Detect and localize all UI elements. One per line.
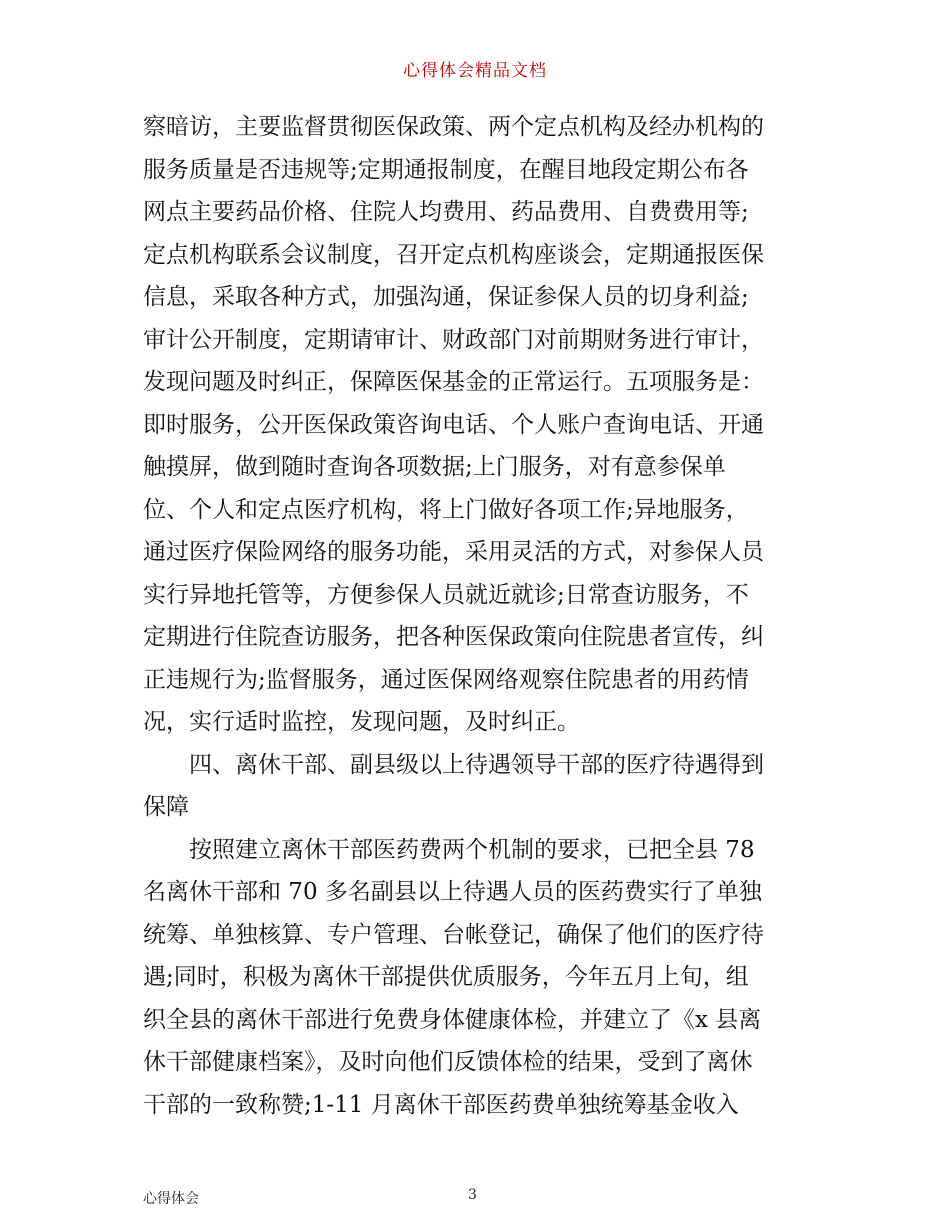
body-line: 通过医疗保险网络的服务功能，采用灵活的方式，对参保人员 xyxy=(143,539,764,565)
body-line: 统筹、单独核算、专户管理、台帐登记，确保了他们的医疗待 xyxy=(143,921,764,948)
body-line: 即时服务，公开医保政策咨询电话、个人账户查询电话、开通 xyxy=(143,411,764,438)
body-line: 位、个人和定点医疗机构，将上门做好各项工作;异地服务， xyxy=(143,496,749,523)
body-line: 发现问题及时纠正，保障医保基金的正常运行。五项服务是： xyxy=(143,369,764,395)
body-line: 服务质量是否违规等;定期通报制度，在醒目地段定期公布各 xyxy=(143,156,749,183)
document-body xyxy=(143,106,815,1126)
body-line: 况，实行适时监控，发现问题，及时纠正。 xyxy=(143,709,580,735)
body-line: 织全县的离休干部进行免费身体健康体检，并建立了《x 县离 xyxy=(143,1006,762,1033)
body-line: 干部的一致称赞;1-11 月离休干部医药费单独统筹基金收入 xyxy=(143,1091,739,1118)
document-header-title: 心得体会精品文档 xyxy=(403,61,547,81)
body-line: 察暗访，主要监督贯彻医保政策、两个定点机构及经办机构的 xyxy=(143,114,764,140)
body-line: 定期进行住院查访服务，把各种医保政策向住院患者宣传，纠 xyxy=(143,624,764,650)
body-line: 定点机构联系会议制度，召开定点机构座谈会，定期通报医保 xyxy=(143,241,764,268)
body-line: 审计公开制度，定期请审计、财政部门对前期财务进行审计， xyxy=(143,326,764,353)
footer-label: 心得体会 xyxy=(143,1191,199,1207)
body-line: 休干部健康档案》，及时向他们反馈体检的结果，受到了离休 xyxy=(143,1049,753,1075)
body-line: 实行异地托管等，方便参保人员就近就诊;日常查访服务，不 xyxy=(143,581,749,608)
body-line: 名离休干部和 70 多名副县以上待遇人员的医药费实行了单独 xyxy=(143,879,762,905)
paragraph-first-line: 按照建立离休干部医药费两个机制的要求，已把全县 78 xyxy=(189,836,755,863)
body-line: 网点主要药品价格、住院人均费用、药品费用、自费费用等; xyxy=(143,199,749,225)
section-heading-continued: 保障 xyxy=(143,794,189,820)
section-heading: 四、离休干部、副县级以上待遇领导干部的医疗待遇得到 xyxy=(189,751,764,778)
page-number: 3 xyxy=(468,1187,477,1203)
body-line: 遇;同时，积极为离休干部提供优质服务，今年五月上旬，组 xyxy=(143,964,749,990)
body-line: 触摸屏，做到随时查询各项数据;上门服务，对有意参保单 xyxy=(143,454,726,480)
body-line: 信息，采取各种方式，加强沟通，保证参保人员的切身利益; xyxy=(143,284,749,310)
body-line: 正违规行为;监督服务，通过医保网络观察住院患者的用药情 xyxy=(143,666,749,693)
